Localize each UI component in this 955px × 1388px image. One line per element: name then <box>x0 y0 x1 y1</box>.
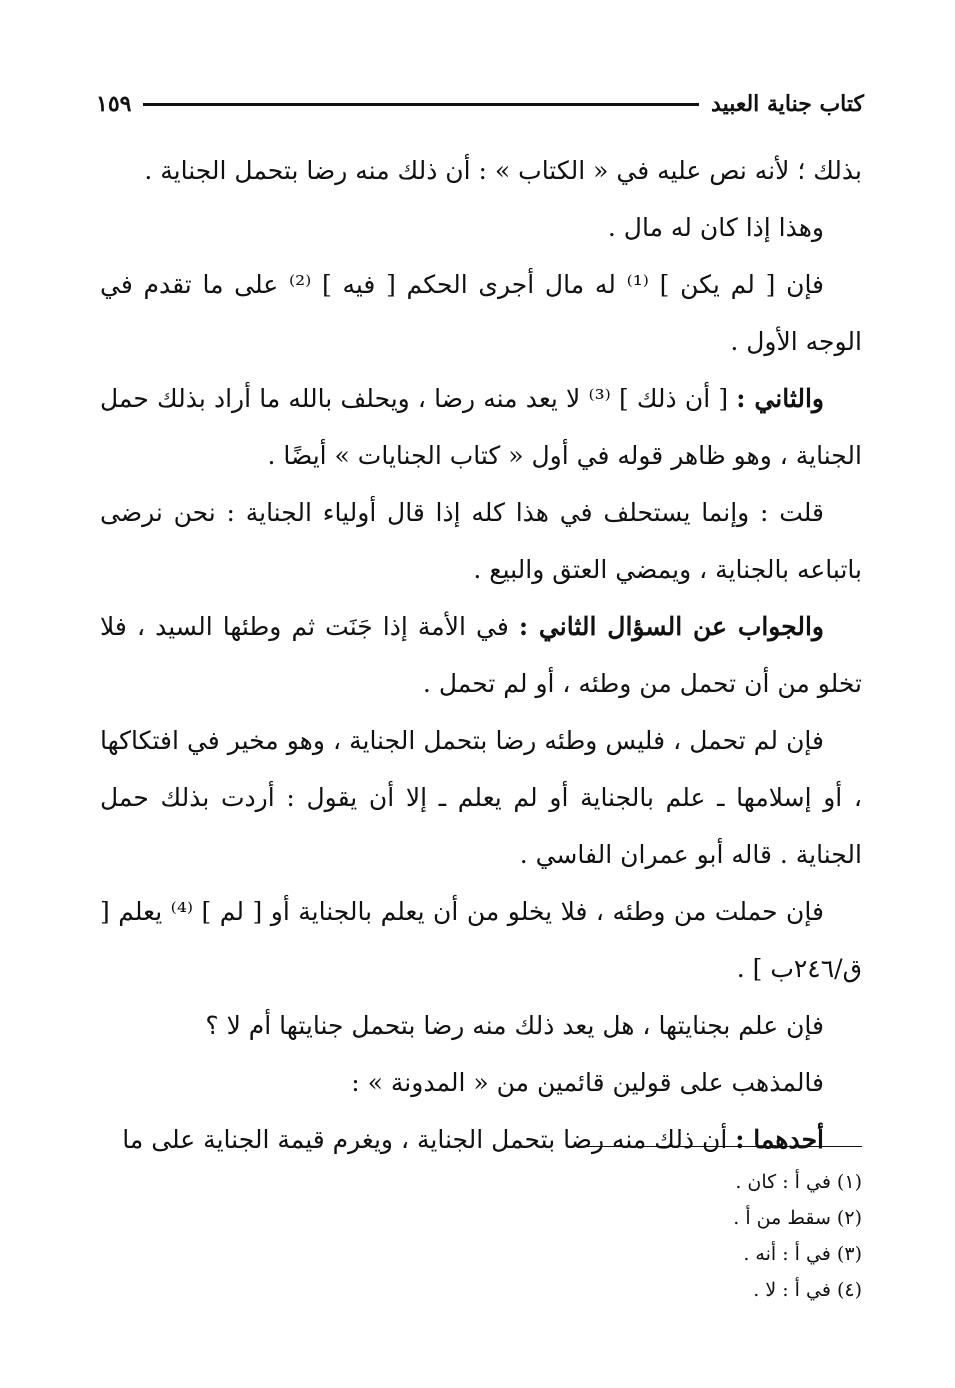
running-header <box>96 86 864 122</box>
paragraph <box>100 598 862 712</box>
paragraph-text: قلت : وإنما يستحلف في هذا كله إذا قال أولياء الجناية : نحن نرضى باتباعه بالجناية ، ويمضي العتق والبيع . <box>100 498 862 584</box>
chapter-title: كتاب جناية العبيد <box>711 91 864 117</box>
paragraph-text: فإن [ لم يكن ] ⁽¹⁾ له مال أجرى الحكم [ فيه ] ⁽²⁾ على ما تقدم في الوجه الأول . <box>100 270 862 356</box>
paragraph <box>100 1054 862 1111</box>
footnote: (١) في أ : كان . <box>735 1171 862 1193</box>
paragraph <box>100 484 862 598</box>
paragraph <box>100 883 862 997</box>
paragraph <box>100 1111 862 1168</box>
paragraph-lead: والثاني : <box>736 384 824 413</box>
footnote: (٢) سقط من أ . <box>733 1207 862 1229</box>
paragraph-text: بذلك ؛ لأنه نص عليه في « الكتاب » : أن ذلك منه رضا بتحمل الجناية . <box>144 156 862 185</box>
paragraph-text: وهذا إذا كان له مال . <box>607 213 824 242</box>
paragraph-text: فإن حملت من وطئه ، فلا يخلو من أن يعلم بالجناية أو [ لم ] ⁽⁴⁾ يعلم [ ق/٢٤٦ب ] . <box>100 897 862 983</box>
paragraph-text: [ أن ذلك ] ⁽³⁾ لا يعد منه رضا ، ويحلف بالله ما أراد بذلك حمل الجناية ، وهو ظاهر قوله في أول « كتاب الجنايات » أيضًا . <box>100 384 862 470</box>
paragraph <box>100 199 862 256</box>
page-number: ١٥٩ <box>96 91 132 117</box>
paragraph-text: فالمذهب على قولين قائمين من « المدونة » : <box>351 1068 824 1097</box>
paragraph-lead: والجواب عن السؤال الثاني : <box>518 612 824 641</box>
paragraph <box>100 997 862 1054</box>
footnotes <box>500 1164 862 1308</box>
paragraph <box>100 370 862 484</box>
paragraph-text: فإن لم تحمل ، فليس وطئه رضا بتحمل الجناية ، وهو مخير في افتكاكها ، أو إسلامها ـ علم بالجناية أو لم يعلم ـ إلا أن يقول : أردت بذلك حمل الجناية . قاله أبو عمران الفاسي . <box>100 726 862 869</box>
paragraph-lead: أحدهما : <box>735 1125 824 1154</box>
header-rule <box>143 103 699 106</box>
paragraph <box>100 142 862 199</box>
paragraph-text: في الأمة إذا جَنَت ثم وطئها السيد ، فلا تخلو من أن تحمل من وطئه ، أو لم تحمل . <box>100 612 862 698</box>
paragraph <box>100 712 862 883</box>
footnote-separator <box>582 1146 862 1147</box>
main-text <box>100 142 862 1168</box>
paragraph-text: أن ذلك منه رضا بتحمل الجناية ، ويغرم قيمة الجناية على ما <box>122 1125 736 1154</box>
footnote: (٤) في أ : لا . <box>753 1279 862 1301</box>
footnote: (٣) في أ : أنه . <box>743 1243 862 1265</box>
paragraph <box>100 256 862 370</box>
paragraph-text: فإن علم بجنايتها ، هل يعد ذلك منه رضا بتحمل جنايتها أم لا ؟ <box>205 1011 824 1040</box>
